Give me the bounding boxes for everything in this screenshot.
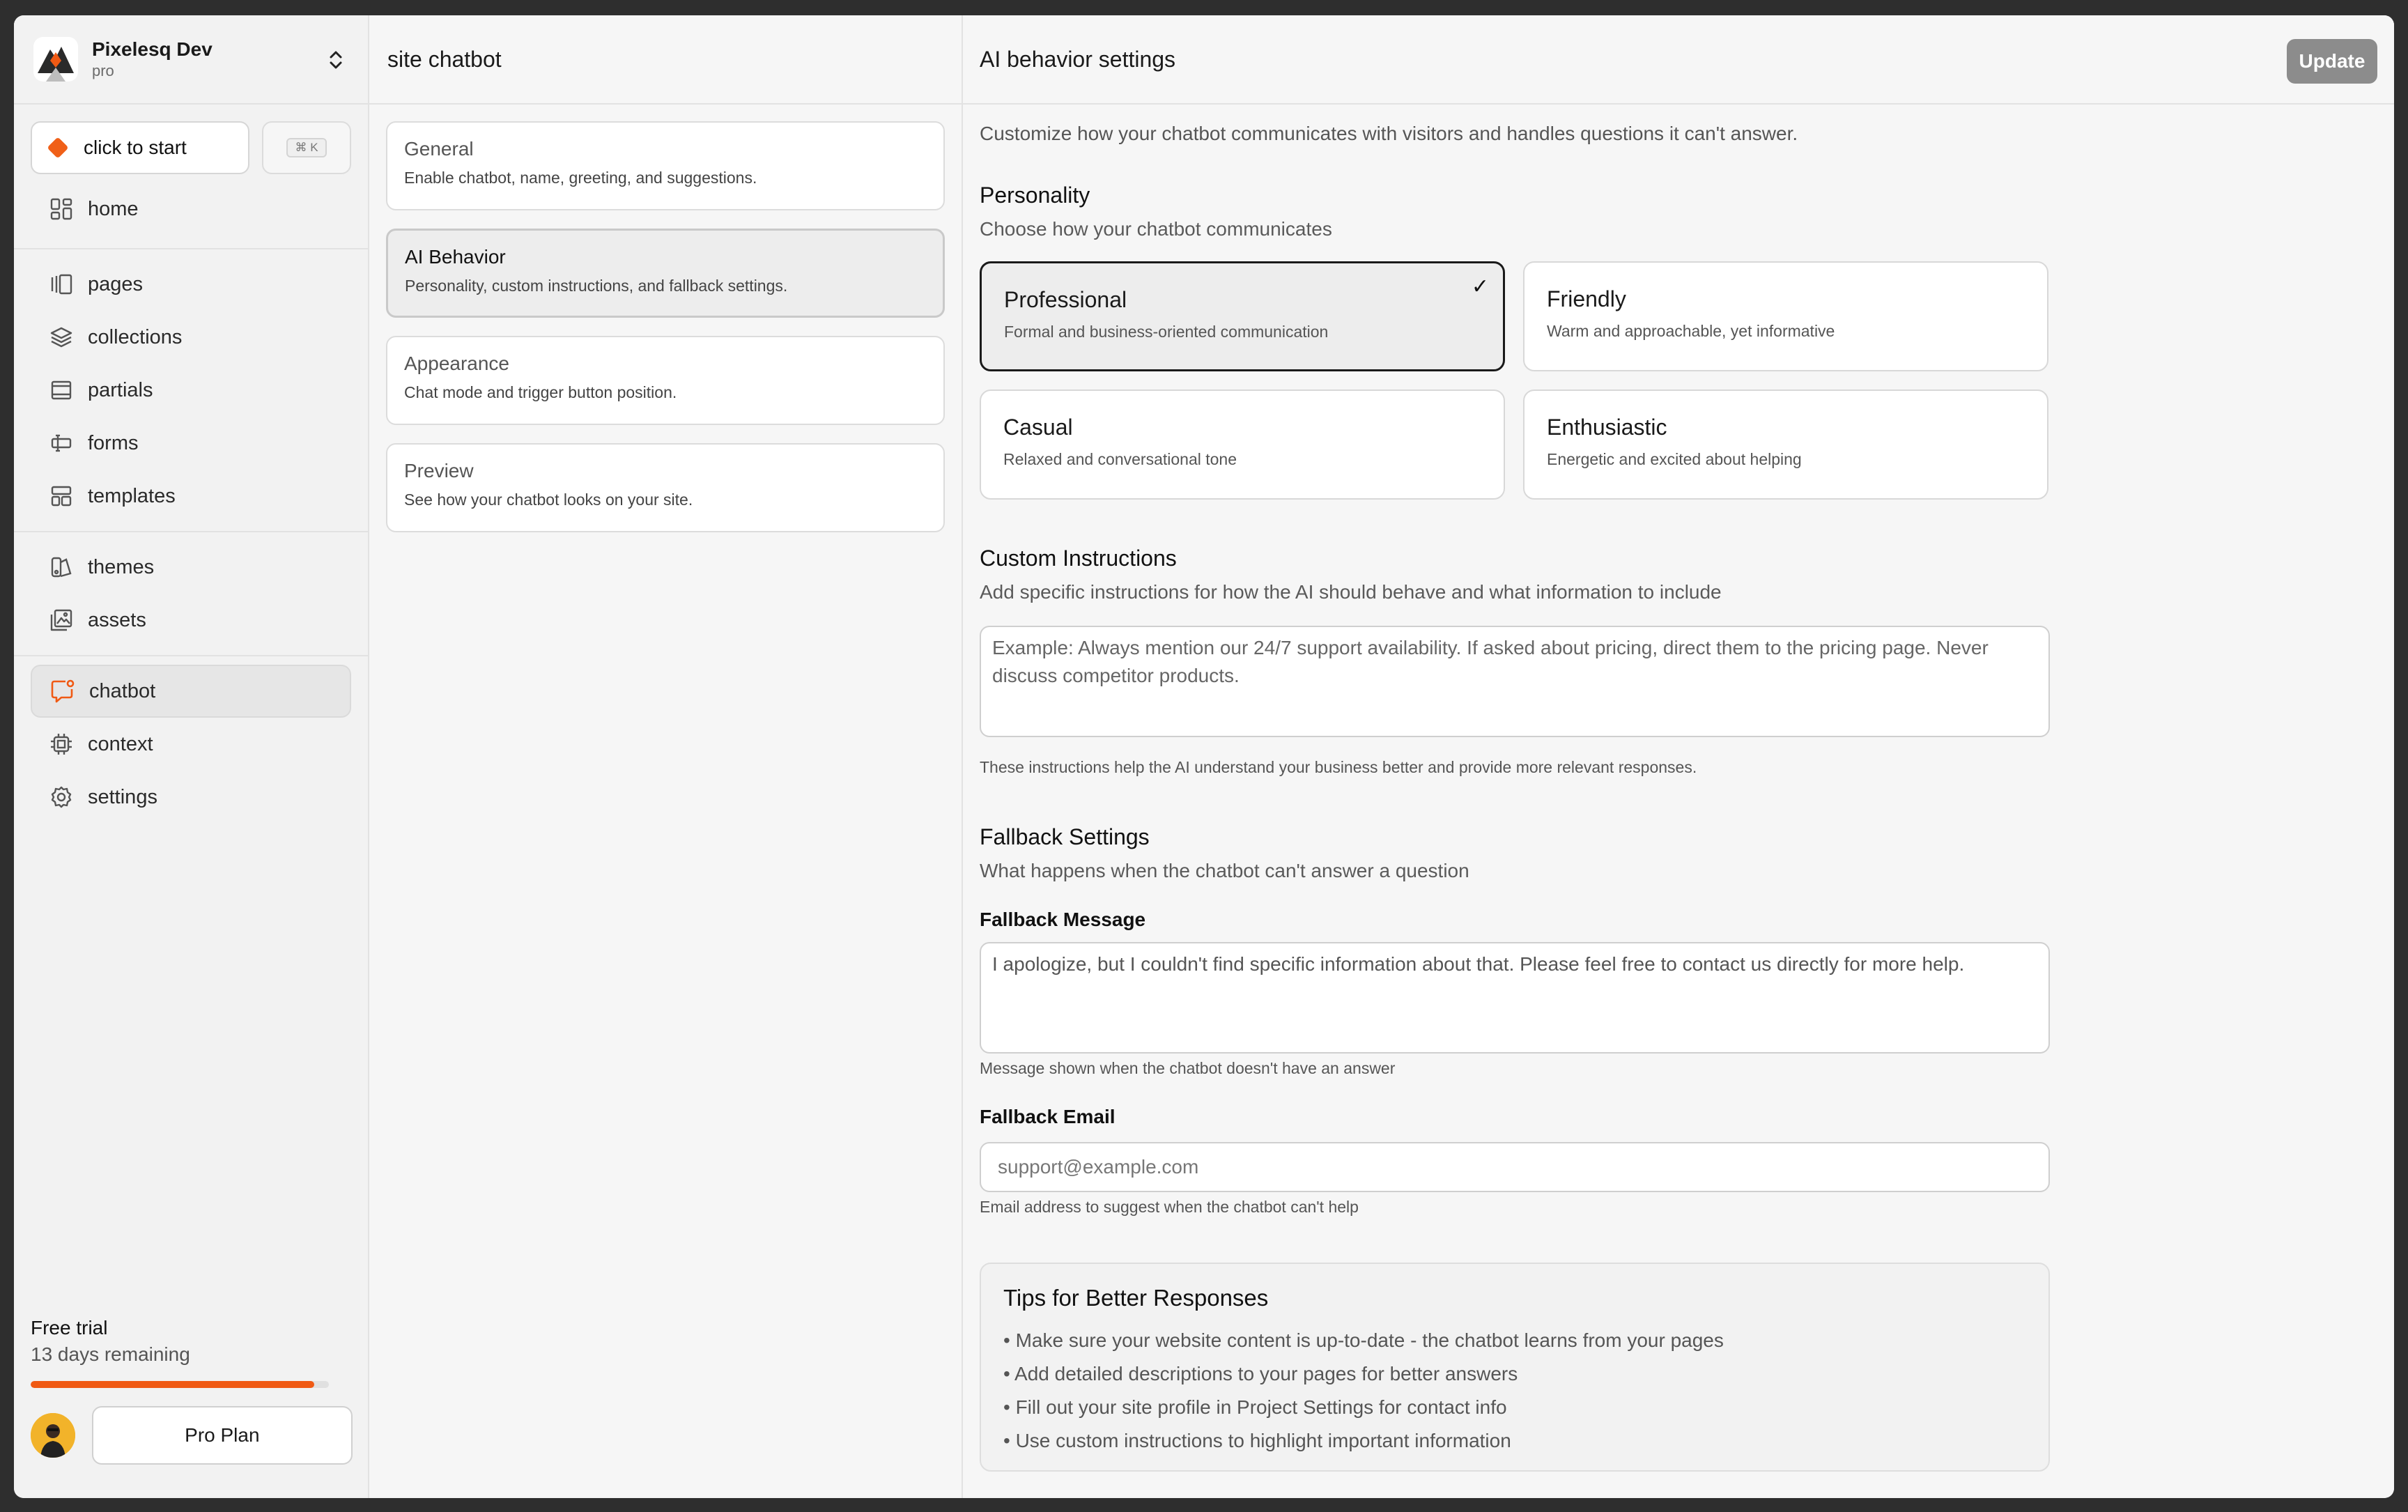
nav-label-partials: partials <box>88 378 153 401</box>
nav-item-collections[interactable] <box>31 311 351 364</box>
nav-item-settings[interactable] <box>31 771 351 824</box>
nav-group-design <box>14 532 368 656</box>
partials-icon <box>49 378 74 403</box>
nav-group-ai <box>14 656 368 832</box>
workspace-plan: pro <box>92 62 114 79</box>
nav-item-themes[interactable] <box>31 541 351 594</box>
fallback-message-textarea[interactable]: I apologize, but I couldn't find specific information about that. Please feel free to contact us directly for more help. <box>980 942 2050 1054</box>
sidebar <box>14 15 369 1498</box>
nav-label-collections: collections <box>88 325 183 348</box>
trial-remaining: 13 days remaining <box>31 1343 190 1365</box>
pages-icon <box>49 272 74 297</box>
nav-item-templates[interactable] <box>31 470 351 523</box>
fallback-email-label: Fallback Email <box>980 1106 1116 1127</box>
option-title: Professional <box>1004 287 1127 312</box>
nav-item-context[interactable] <box>31 718 351 771</box>
cpu-icon <box>49 732 74 757</box>
intro-text: Customize how your chatbot communicates with visitors and handles questions it can't answer. <box>980 123 1798 144</box>
tips-panel <box>980 1263 2050 1472</box>
option-desc: Relaxed and conversational tone <box>1003 450 1237 468</box>
trial-title: Free trial <box>31 1317 108 1339</box>
custom-instructions-subtitle: Add specific instructions for how the AI should behave and what information to include <box>980 581 1722 603</box>
section-card-appearance[interactable] <box>386 336 945 425</box>
gear-icon <box>49 785 74 810</box>
custom-instructions-textarea[interactable]: Example: Always mention our 24/7 support availability. If asked about pricing, direct them to the pricing page. Never discuss competitor products. <box>980 626 2050 737</box>
nav-item-partials[interactable] <box>31 364 351 417</box>
pro-plan-button[interactable]: Pro Plan <box>92 1406 353 1465</box>
nav-label-chatbot: chatbot <box>89 679 156 702</box>
templates-icon <box>49 484 74 509</box>
nav-label-themes: themes <box>88 555 155 578</box>
option-title: Enthusiastic <box>1547 415 1667 440</box>
section-card-title: General <box>404 138 474 160</box>
app-window <box>14 15 2394 1498</box>
ai-behavior-settings <box>963 15 2394 1498</box>
fallback-email-hint: Email address to suggest when the chatbot can't help <box>980 1198 1359 1216</box>
nav-item-pages[interactable] <box>31 258 351 311</box>
nav-group-content <box>14 249 368 532</box>
option-desc: Formal and business-oriented communication <box>1004 323 1329 341</box>
workspace-switcher[interactable] <box>14 15 368 105</box>
trial-progress-fill <box>31 1381 314 1388</box>
option-title: Friendly <box>1547 286 1626 311</box>
section-card-desc: Personality, custom instructions, and fallback settings. <box>405 277 788 295</box>
nav-label-settings: settings <box>88 785 157 808</box>
fallback-heading: Fallback Settings <box>980 824 1150 849</box>
section-card-desc: Chat mode and trigger button position. <box>404 383 677 401</box>
section-card-preview[interactable] <box>386 443 945 532</box>
click-to-start-button[interactable] <box>31 121 249 174</box>
personality-subtitle: Choose how your chatbot communicates <box>980 218 1332 240</box>
custom-instructions-hint: These instructions help the AI understand your business better and provide more relevant responses. <box>980 758 1697 776</box>
shortcut-badge: ⌘ K <box>286 138 326 157</box>
personality-option-enthusiastic[interactable] <box>1523 389 2048 500</box>
start-diamond-icon <box>47 137 68 158</box>
nav-item-forms[interactable] <box>31 417 351 470</box>
fallback-message-label: Fallback Message <box>980 909 1146 930</box>
update-button[interactable]: Update <box>2287 39 2377 84</box>
chevron-up-down-icon <box>327 47 344 72</box>
check-icon: ✓ <box>1471 275 1489 298</box>
option-desc: Warm and approachable, yet informative <box>1547 322 1835 340</box>
grid-icon <box>49 196 74 222</box>
chatbot-sections-panel <box>369 15 963 1498</box>
nav-item-chatbot[interactable] <box>31 665 351 718</box>
workspace-name: Pixelesq Dev <box>92 38 213 60</box>
section-card-desc: See how your chatbot looks on your site. <box>404 491 693 509</box>
tip-item: • Make sure your website content is up-to-date - the chatbot learns from your pages <box>1003 1329 1724 1351</box>
fallback-subtitle: What happens when the chatbot can't answer a question <box>980 860 1469 881</box>
section-card-title: Appearance <box>404 353 510 374</box>
personality-option-casual[interactable] <box>980 389 1505 500</box>
nav-label-home: home <box>88 197 139 220</box>
section-card-general[interactable] <box>386 121 945 210</box>
click-to-start-label: click to start <box>84 137 187 158</box>
command-shortcut-button[interactable] <box>262 121 351 174</box>
tip-item: • Add detailed descriptions to your pages for better answers <box>1003 1363 1518 1384</box>
nav-label-context: context <box>88 732 153 755</box>
section-card-ai-behavior[interactable] <box>386 229 945 318</box>
nav-label-templates: templates <box>88 484 176 507</box>
option-title: Casual <box>1003 415 1073 440</box>
tips-heading: Tips for Better Responses <box>1003 1285 1269 1311</box>
tip-item: • Fill out your site profile in Project Settings for contact info <box>1003 1396 1507 1418</box>
layers-icon <box>49 325 74 350</box>
nav-item-assets[interactable] <box>31 594 351 647</box>
avatar[interactable] <box>31 1413 75 1458</box>
nav-label-assets: assets <box>88 608 146 631</box>
section-card-desc: Enable chatbot, name, greeting, and suggestions. <box>404 169 757 187</box>
panel-title: site chatbot <box>369 15 962 105</box>
tip-item: • Use custom instructions to highlight important information <box>1003 1430 1511 1451</box>
chat-icon <box>50 679 75 704</box>
page-title: AI behavior settings <box>980 46 1176 72</box>
personality-heading: Personality <box>980 183 1090 208</box>
section-card-title: Preview <box>404 460 474 481</box>
nav-label-forms: forms <box>88 431 139 454</box>
personality-options <box>980 261 2377 500</box>
trial-panel <box>31 1317 353 1498</box>
nav-item-home[interactable] <box>31 183 351 236</box>
forms-icon <box>49 431 74 456</box>
start-bar <box>14 105 368 249</box>
section-card-title: AI Behavior <box>405 246 506 268</box>
trial-progress-bar <box>31 1381 329 1388</box>
fallback-message-hint: Message shown when the chatbot doesn't have an answer <box>980 1059 1396 1077</box>
palette-icon <box>49 555 74 580</box>
nav-label-pages: pages <box>88 272 144 295</box>
custom-instructions-heading: Custom Instructions <box>980 546 1177 571</box>
personality-option-friendly[interactable] <box>1523 261 2048 371</box>
personality-option-professional[interactable] <box>980 261 1505 371</box>
fallback-email-input[interactable]: support@example.com <box>980 1142 2050 1192</box>
image-icon <box>49 608 74 633</box>
option-desc: Energetic and excited about helping <box>1547 450 1802 468</box>
workspace-logo <box>33 37 78 82</box>
